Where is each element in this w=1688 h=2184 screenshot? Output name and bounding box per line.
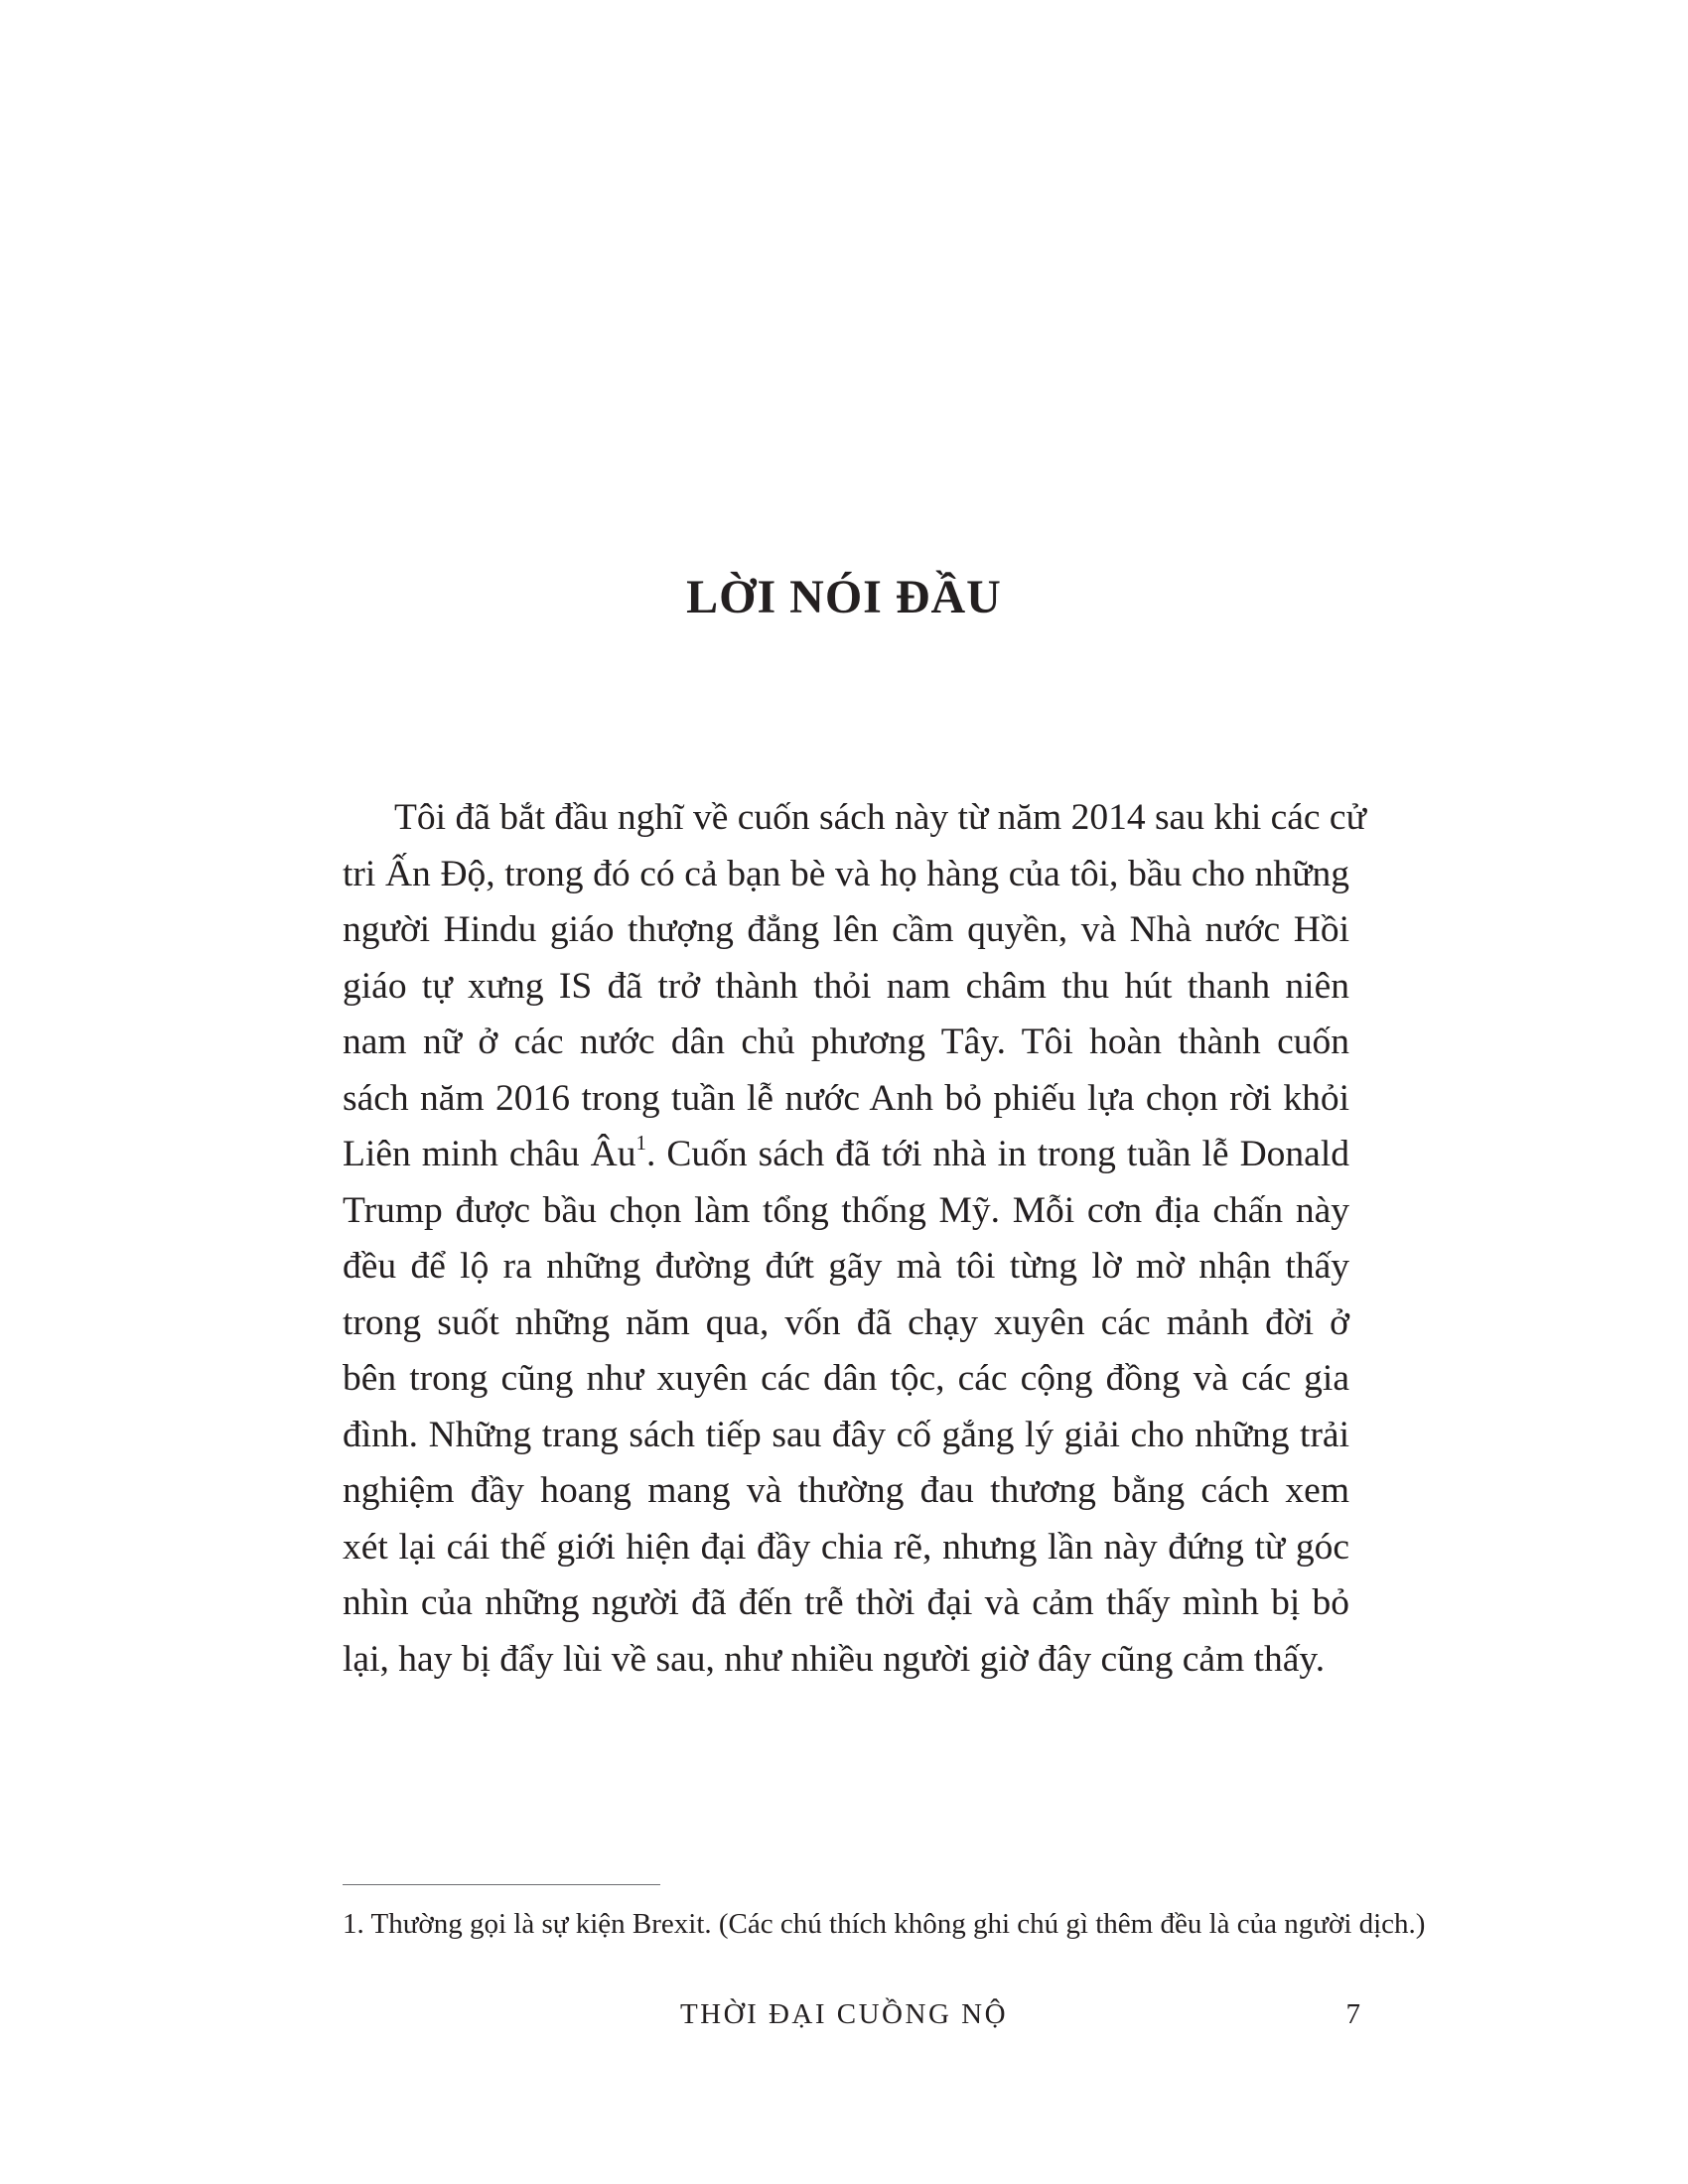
text-line: đình. Những trang sách tiếp sau đây cố gắng lý giải cho những trải bbox=[343, 1414, 1349, 1455]
running-footer bbox=[0, 1992, 1688, 2036]
text-line: người Hindu giáo thượng đẳng lên cầm quyền, và Nhà nước Hồi bbox=[343, 909, 1349, 950]
text-line: lại, hay bị đẩy lùi về sau, như nhiều người giờ đây cũng cảm thấy. bbox=[343, 1638, 1326, 1680]
text-line-with-footnote bbox=[343, 1127, 1349, 1183]
text-line: tri Ấn Độ, trong đó có cả bạn bè và họ hàng của tôi, bầu cho những bbox=[343, 853, 1349, 894]
text-line: nhìn của những người đã đến trễ thời đại và cảm thấy mình bị bỏ bbox=[343, 1582, 1349, 1623]
text-line: Trump được bầu chọn làm tổng thống Mỹ. Mỗi cơn địa chấn này bbox=[343, 1189, 1349, 1231]
text-line: đều để lộ ra những đường đứt gãy mà tôi từng lờ mờ nhận thấy bbox=[343, 1246, 1349, 1287]
page-title: LỜI NÓI ĐẦU bbox=[686, 571, 1002, 623]
text-line: xét lại cái thế giới hiện đại đầy chia rẽ, nhưng lần này đứng từ góc bbox=[343, 1526, 1349, 1568]
page-number: 7 bbox=[1345, 1998, 1360, 2030]
text-line: nghiệm đầy hoang mang và thường đau thương bằng cách xem bbox=[343, 1470, 1349, 1511]
text-line: trong suốt những năm qua, vốn đã chạy xuyên các mảnh đời ở bbox=[343, 1301, 1349, 1343]
preface-paragraph bbox=[343, 790, 1366, 1688]
text-segment: . Cuốn sách đã tới nhà in trong tuần lễ Donald bbox=[645, 1134, 1349, 1174]
text-line: sách năm 2016 trong tuần lễ nước Anh bỏ phiếu lựa chọn rời khỏi bbox=[343, 1077, 1349, 1119]
footnote-divider bbox=[343, 1884, 660, 1885]
running-title: THỜI ĐẠI CUỒNG NỘ bbox=[679, 1998, 1009, 2030]
text-line: giáo tự xưng IS đã trở thành thỏi nam châm thu hút thanh niên bbox=[343, 965, 1349, 1007]
footnote: 1. Thường gọi là sự kiện Brexit. (Các chú thích không ghi chú gì thêm đều là của người dịch.) bbox=[343, 1908, 1426, 1940]
text-line: nam nữ ở các nước dân chủ phương Tây. Tôi hoàn thành cuốn bbox=[343, 1022, 1349, 1062]
text-segment: Liên minh châu Âu bbox=[343, 1134, 636, 1174]
text-line: bên trong cũng như xuyên các dân tộc, các cộng đồng và các gia bbox=[343, 1358, 1349, 1399]
footnote-reference[interactable]: 1 bbox=[635, 1131, 646, 1155]
text-line: Tôi đã bắt đầu nghĩ về cuốn sách này từ năm 2014 sau khi các cử bbox=[394, 797, 1366, 838]
